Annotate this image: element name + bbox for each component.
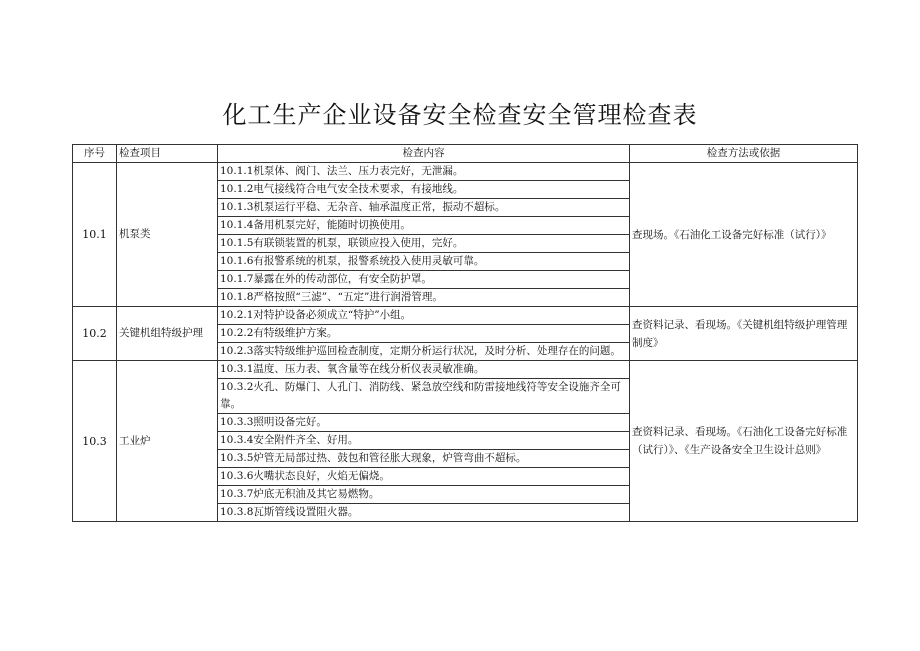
- row-method: 查资料记录、看现场。《关键机组特级护理管理制度》: [630, 307, 858, 361]
- row-method: 查现场。《石油化工设备完好标准（试行）》: [630, 163, 858, 307]
- content-line: 10.3.4安全附件齐全、好用。: [218, 432, 630, 450]
- content-line: 10.1.4备用机泵完好，能随时切换使用。: [218, 217, 630, 235]
- content-line: 10.1.1机泵体、阀门、法兰、压力表完好，无泄漏。: [218, 163, 630, 181]
- table-header-row: [73, 145, 858, 163]
- row-no: 10.1: [73, 163, 117, 307]
- row-no: 10.3: [73, 361, 117, 522]
- content-line: 10.3.3照明设备完好。: [218, 414, 630, 432]
- row-no: 10.2: [73, 307, 117, 361]
- content-line: 10.3.8瓦斯管线设置阻火器。: [218, 504, 630, 522]
- row-item: 机泵类: [117, 163, 218, 307]
- inspection-table: [72, 144, 858, 522]
- content-line: 10.1.2电气接线符合电气安全技术要求，有接地线。: [218, 181, 630, 199]
- row-method: 查资料记录、看现场。《石油化工设备完好标准（试行）》、《生产设备安全卫生设计总则》: [630, 361, 858, 522]
- content-line: 10.1.5有联锁装置的机泵，联锁应投入使用，完好。: [218, 235, 630, 253]
- header-content: 检查内容: [218, 145, 630, 163]
- content-line: 10.2.3落实特级维护巡回检查制度，定期分析运行状况，及时分析、处理存在的问题。: [218, 343, 630, 361]
- table-row: [73, 361, 858, 379]
- page-title: 化工生产企业设备安全检查安全管理检查表: [222, 101, 698, 129]
- table-row: [73, 163, 858, 181]
- row-item: 关键机组特级护理: [117, 307, 218, 361]
- header-item: 检查项目: [117, 145, 218, 163]
- content-line: 10.3.2火孔、防爆门、人孔门、消防线、紧急放空线和防雷接地线符等安全设施齐全可靠。: [218, 379, 630, 414]
- header-no: 序号: [73, 145, 117, 163]
- table-row: [73, 307, 858, 325]
- content-line: 10.3.7炉底无积油及其它易燃物。: [218, 486, 630, 504]
- content-line: 10.3.1温度、压力表、氧含量等在线分析仪表灵敏准确。: [218, 361, 630, 379]
- content-line: 10.1.3机泵运行平稳、无杂音、轴承温度正常，振动不超标。: [218, 199, 630, 217]
- content-line: 10.1.7暴露在外的传动部位，有安全防护罩。: [218, 271, 630, 289]
- row-item: 工业炉: [117, 361, 218, 522]
- content-line: 10.1.8严格按照“三滤”、“五定”进行润滑管理。: [218, 289, 630, 307]
- header-method: 检查方法或依据: [630, 145, 858, 163]
- content-line: 10.3.5炉管无局部过热、鼓包和管径胀大现象，炉管弯曲不超标。: [218, 450, 630, 468]
- content-line: 10.1.6有报警系统的机泵，报警系统投入使用灵敏可靠。: [218, 253, 630, 271]
- content-line: 10.2.1对特护设备必须成立“特护”小组。: [218, 307, 630, 325]
- content-line: 10.3.6火嘴状态良好，火焰无偏烧。: [218, 468, 630, 486]
- content-line: 10.2.2有特级维护方案。: [218, 325, 630, 343]
